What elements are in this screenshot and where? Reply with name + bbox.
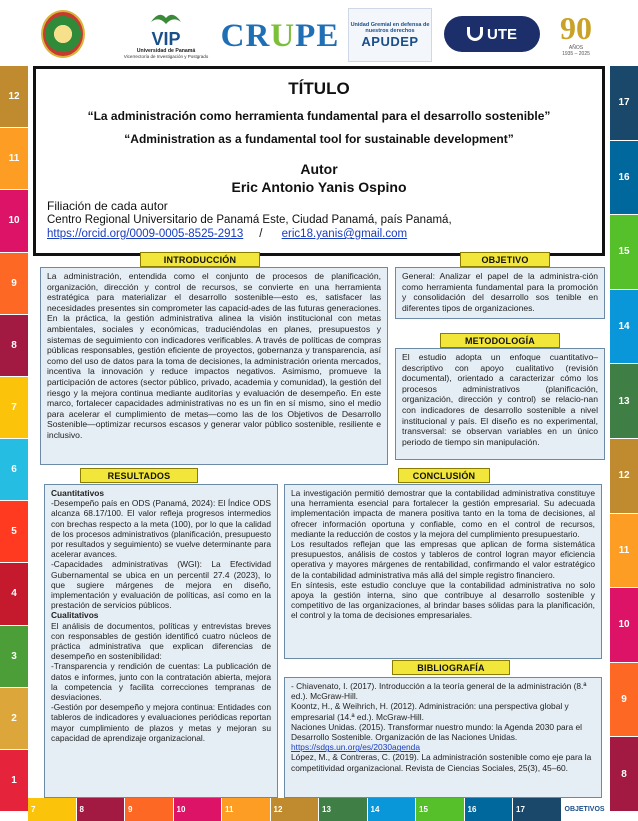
sdg-tile-9: 9 bbox=[0, 253, 28, 315]
results-item-3: El análisis de documentos, políticas y entrevistas breves con responsables de gestión identificó cuatro núcleos de práctica administrativa que explican diferencias de desempeño en sostenibilidad: bbox=[51, 620, 271, 662]
sdg-tile-3: 3 bbox=[0, 626, 28, 688]
ninety-years-logo bbox=[546, 6, 606, 62]
title-english: “Administration as a fundamental tool for sustainable development” bbox=[124, 132, 514, 146]
crupe-logo bbox=[200, 16, 360, 56]
results-panel bbox=[44, 484, 278, 798]
sdg-objetivos-label: OBJETIVOS bbox=[562, 798, 611, 821]
ute-logo bbox=[444, 16, 540, 52]
affiliation-label: Filiación de cada autor bbox=[47, 199, 168, 213]
bib-entry-1: - Chiavenato, I. (2017). Introducción a la teoría general de la administración (8.ª ed.). McGraw-Hill. bbox=[291, 681, 587, 702]
sdg-tile-9: 9 bbox=[610, 663, 638, 738]
university-seal-logo bbox=[40, 8, 86, 60]
affiliation-center: Centro Regional Universitario de Panamá Este, Ciudad Panamá, país Panamá, bbox=[47, 214, 452, 226]
bib-entry-3: Naciones Unidas. (2015). Transformar nuestro mundo: la Agenda 2030 para el Desarrollo Sostenible. Organización de las Naciones Unidas. bbox=[291, 721, 582, 743]
objective-heading: OBJETIVO bbox=[460, 252, 550, 267]
crupe-text-2: PE bbox=[295, 17, 340, 54]
results-item-4: -Transparencia y rendición de cuentas: La publicación de datos e informes, junto con la contratación abierta, mejora la competencia y facilita correcciones tempranas de desviaciones. bbox=[51, 661, 271, 703]
sdg-tile-15: 15 bbox=[610, 215, 638, 290]
vip-subtitle: Universidad de Panamá bbox=[136, 48, 196, 54]
bib-entry-4: López, M., & Contreras, C. (2019). La administración sostenible como eje para la competitividad organizacional. Revista de Ciencias Sociales, 25(3), 45–60. bbox=[291, 752, 592, 773]
sdg-left-strip bbox=[0, 66, 28, 812]
sdg-tile-9: 9 bbox=[125, 798, 174, 821]
objective-panel bbox=[395, 267, 605, 319]
apudep-logo bbox=[348, 8, 432, 62]
apudep-name: APUDEP bbox=[361, 33, 419, 49]
methodology-panel bbox=[395, 348, 605, 460]
sdg-tile-10: 10 bbox=[610, 588, 638, 663]
results-quant-heading: Cuantitativos bbox=[51, 488, 105, 498]
results-qual-heading: Cualitativos bbox=[51, 610, 99, 621]
ninety-years: 1935 – 2025 bbox=[562, 51, 590, 57]
sdg-tile-11: 11 bbox=[222, 798, 271, 821]
sdg-tile-14: 14 bbox=[610, 290, 638, 365]
page-title: TÍTULO bbox=[288, 79, 350, 98]
conclusion-heading: CONCLUSIÓN bbox=[398, 468, 490, 483]
sdg-tile-15: 15 bbox=[416, 798, 465, 821]
sdg-tile-8: 8 bbox=[610, 737, 638, 812]
sdg-tile-6: 6 bbox=[0, 439, 28, 501]
sdg-tile-2: 2 bbox=[0, 688, 28, 750]
crupe-text-u: U bbox=[270, 17, 296, 54]
bib-entry-2: Koontz, H., & Weihrich, H. (2012). Administración: una perspectiva global y empresarial (14.ª ed.). McGraw-Hill. bbox=[291, 701, 569, 722]
ninety-label: AÑOS bbox=[568, 45, 584, 51]
conclusion-panel bbox=[284, 484, 602, 659]
vip-mark: VIP bbox=[151, 29, 181, 49]
bib-link-agenda[interactable]: https://sdgs.un.org/es/2030agenda bbox=[291, 742, 420, 753]
author-heading: Autor bbox=[300, 161, 338, 177]
sdg-tile-16: 16 bbox=[610, 141, 638, 216]
sdg-tile-1: 1 bbox=[0, 750, 28, 812]
methodology-heading: METODOLOGÍA bbox=[440, 333, 560, 348]
title-box bbox=[33, 66, 605, 256]
bird-icon bbox=[149, 8, 183, 30]
conclusion-text-1: La investigación permitió demostrar que la contabilidad administrativa constituye una herramienta esencial para fortalecer la gestión empresarial. Su adecuada implementación impacta de manera positiva tanto en la toma de decisiones, al ofrecer información oportuna y confiable, como en el control de recursos, mediante la reducción de costos y la mejora del cumplimiento presupuestario. bbox=[291, 488, 595, 539]
intro-text: La administración, entendida como el conjunto de procesos de planificación, organización, dirección y control de recursos, se convierte en una herramienta estratégica para materializar el desarrollo sostenible—esto es, satisfacer las necesidades presentes sin comprometer las capacid-ades de las futuras generaciones. En la práctica, la gestión administrativa alinea la visión institucional con metas ambientales, sociales y económicas, traduciéndolas en planes, presupuestos y sistemas de seguimiento con indicadores verificables. A través de políticas de compras públicas responsables, gestión eficiente de proyectos, gobernanza y transparencia, así como del uso de datos para la toma de decisiones, la administración orienta mercados, incentiva la innovación y reduce impactos negativos. Asimismo, promueve la participación de actores (sector público, privado, academia y comunidad), la gestión del riesgo y la mejora continua mediante auditorías y evaluación de desempeño. En este marco, fortalecer capacidades administrativas no es un fin en sí mismo, sino el medio para acelerar el cumplimiento de metas—como las de los Objetivos de Desarrollo Sostenible—optimizar recursos escasos y generar valor público sostenible, resiliente e inclusivo. bbox=[47, 271, 381, 440]
sdg-tile-17: 17 bbox=[610, 66, 638, 141]
objective-text: General: Analizar el papel de la administra-ción como herramienta fundamental para la promoción y consolidación del desarrollo sos tenible en diferentes tipos de organizaciones. bbox=[402, 271, 598, 313]
sdg-bottom-strip bbox=[28, 798, 610, 821]
seal-icon bbox=[41, 10, 85, 58]
sdg-tile-11: 11 bbox=[0, 128, 28, 190]
email-link[interactable]: eric18.yanis@gmail.com bbox=[281, 228, 408, 240]
sdg-tile-17: 17 bbox=[513, 798, 562, 821]
results-item-5: -Gestión por desempeño y mejora continua: Entidades con tableros de indicadores y evaluaciones periódicas reportan mayor cumplimiento de plazos y metas y mejoran su capacidad de aprendizaje organizacional. bbox=[51, 702, 271, 743]
results-heading: RESULTADOS bbox=[80, 468, 198, 483]
sdg-tile-13: 13 bbox=[610, 364, 638, 439]
intro-heading: INTRODUCCIÓN bbox=[140, 252, 260, 267]
sdg-tile-13: 13 bbox=[319, 798, 368, 821]
apudep-tagline: Unidad Gremial en defensa de nuestros derechos bbox=[350, 21, 430, 34]
crupe-text-1: CR bbox=[220, 17, 271, 54]
sdg-right-strip bbox=[610, 66, 638, 812]
sdg-tile-8: 8 bbox=[77, 798, 126, 821]
ute-icon bbox=[467, 27, 483, 41]
ninety-number: 90 bbox=[560, 10, 592, 46]
results-item-1: -Desempeño país en ODS (Panamá, 2024): El Índice ODS alcanza 68.17/100. El valor refleja progresos intermedios con brechas respecto a la meta (100), por lo que la calidad de los procesos administrativos (planificación, presupuesto por resultados y seguimiento) se vuelve determinante para acelerar avances. bbox=[51, 498, 271, 560]
ute-name: UTE bbox=[487, 25, 517, 43]
link-separator: / bbox=[259, 228, 263, 240]
sdg-tile-14: 14 bbox=[368, 798, 417, 821]
results-item-2: -Capacidades administrativas (WGI): La Efectividad Gubernamental se ubica en un percentil 27.4 (2023), lo que sugiere márgenes de mejora en diseño, implementación y evaluación de políticas, así como en la prestación de servicios públicos. bbox=[51, 559, 271, 611]
sdg-tile-11: 11 bbox=[610, 514, 638, 589]
sdg-tile-10: 10 bbox=[174, 798, 223, 821]
intro-panel bbox=[40, 267, 388, 465]
vip-subtitle-2: Vicerrectoría de Investigación y Postgrado bbox=[123, 54, 209, 59]
conclusion-text-3: En síntesis, este estudio concluye que la contabilidad administrativa no solo apoya la gestión interna, sino que contribuye al desarrollo sostenible y competitivo de las organizaciones, al brindar bases sólidas para la planificación, el control y la toma de decisiones empresariales. bbox=[291, 579, 595, 621]
sdg-tile-7: 7 bbox=[0, 377, 28, 439]
sdg-tile-12: 12 bbox=[610, 439, 638, 514]
sdg-tile-12: 12 bbox=[0, 66, 28, 128]
sdg-tile-4: 4 bbox=[0, 563, 28, 625]
sdg-tile-12: 12 bbox=[271, 798, 320, 821]
author-name: Eric Antonio Yanis Ospino bbox=[231, 179, 407, 195]
sdg-tile-7: 7 bbox=[28, 798, 77, 821]
sdg-tile-10: 10 bbox=[0, 190, 28, 252]
sdg-tile-5: 5 bbox=[0, 501, 28, 563]
bibliography-panel bbox=[284, 677, 602, 798]
bibliography-heading: BIBLIOGRAFÍA bbox=[392, 660, 510, 675]
title-spanish: “La administración como herramienta fundamental para el desarrollo sostenible” bbox=[87, 109, 551, 123]
sdg-tile-16: 16 bbox=[465, 798, 514, 821]
header-logos bbox=[30, 4, 608, 64]
author-links bbox=[47, 228, 407, 240]
sdg-tile-8: 8 bbox=[0, 315, 28, 377]
methodology-text: El estudio adopta un enfoque cuantitativo–descriptivo con apoyo cualitativo (revisión documental), orientado a caracterizar cómo los procesos administrativos (planificación, organización, dirección y control) se relacio-nan con indicadores de desarrollo sostenible a nivel institucional y país. El diseño es no experimental, transversal: se observan variables en un único periodo de tiempo sin manipulación. bbox=[402, 352, 598, 447]
conclusion-text-2: Los resultados reflejan que las empresas que aplican de forma sistemática presupuestos, análisis de costos y tableros de control logran mayor eficiencia operativa y mayores márgenes de rentabilidad, confirmando el valor estratégico de la contabilidad administrativa más allá del simple registro financiero. bbox=[291, 539, 595, 580]
orcid-link[interactable]: https://orcid.org/0009-0005-8525-2913 bbox=[47, 228, 244, 240]
